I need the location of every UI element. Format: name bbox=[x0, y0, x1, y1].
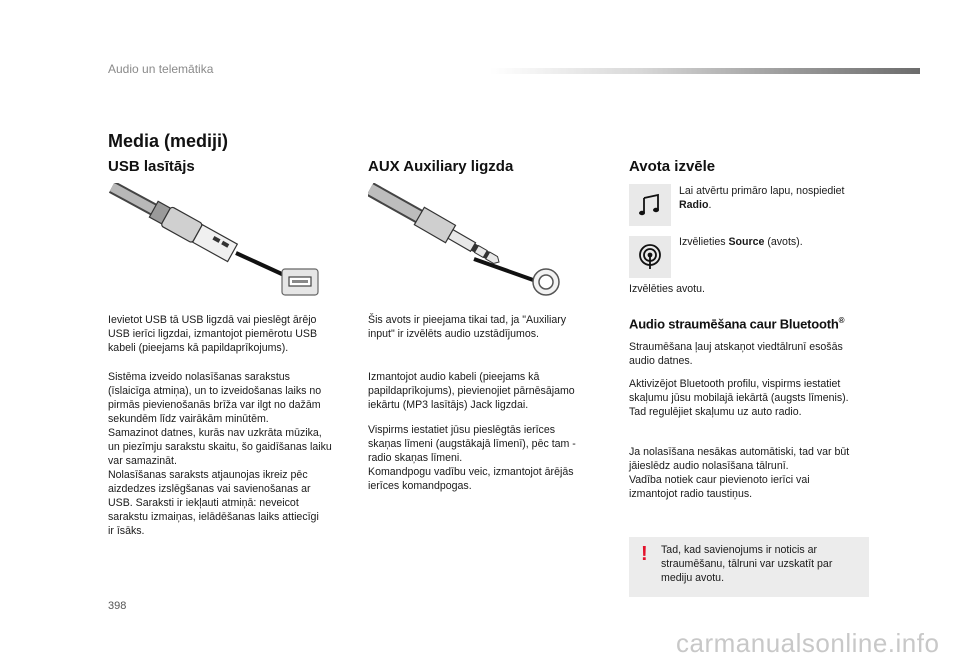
bluetooth-paragraph-3: Ja nolasīšana nesākas automātiski, tad var būt jāieslēdz audio nolasīšana tālrunī. Vadība notiek caur pievienoto ierīci vai izmantojot radio taustiņus. bbox=[629, 446, 850, 500]
source-step-1-text: Lai atvērtu primāro lapu, nospiediet bbox=[679, 185, 845, 197]
bluetooth-paragraph-2: Aktivizējot Bluetooth profilu, vispirms iestatiet skaļumu jūsu mobilajā iekārtā (augsts līmenis). Tad regulējiet skaļumu uz auto radio. bbox=[629, 378, 849, 418]
usb-paragraph-2: Sistēma izveido nolasīšanas sarakstus (īslaicīga atmiņa), un to izveidošanas laiks no pirmās pievienošanās brīža var ilgt no dažām sekundēm līdz vairākām minūtēm. Samazinot datnes, kurās nav uzkrāta mūzika, un piezīmju sarakstu skaitu, šo gaidīšanas laiku var samazināt. Nolasīšanas saraksts atjaunojas ikreiz pēc aizdedzes izslēgšanas vai savienošanas ar USB. Saraksti ir iekļauti atmiņā: neveicot sarakstu izmaiņas, ielādēšanas laiks attiecīgi ir īsāks. bbox=[108, 371, 332, 537]
aux-paragraph-2: Izmantojot audio kabeli (pieejams kā papildaprīkojums), pievienojiet pārnēsājamo iekārtu (MP3 lasītājs) Jack ligzdai. bbox=[368, 371, 575, 411]
warning-icon: ! bbox=[641, 543, 648, 565]
source-heading: Avota izvēle bbox=[629, 158, 716, 175]
radio-source-icon bbox=[629, 236, 671, 278]
aux-paragraph-3: Vispirms iestatiet jūsu pieslēgtās ierīces skaņas līmeni (augstākajā līmenī), pēc tam - radio skaņas līmeni. Komandpogu vadību veic, izmantojot ārējās ierīces komandpogas. bbox=[368, 424, 576, 492]
bluetooth-heading-sup: ® bbox=[838, 316, 845, 325]
music-note-icon bbox=[629, 184, 671, 226]
source-after: Izvēlēties avotu. bbox=[629, 283, 705, 295]
watermark: carmanualsonline.info bbox=[676, 628, 940, 658]
bluetooth-heading-text: Audio straumēšana caur Bluetooth bbox=[629, 316, 839, 332]
page-number: 398 bbox=[108, 600, 127, 612]
source-step-2-end: (avots). bbox=[764, 236, 803, 248]
note-text: Tad, kad savienojums ir noticis ar straumēšanu, tālruni var uzskatīt par mediju avotu. bbox=[661, 544, 833, 584]
aux-paragraph-1: Šis avots ir pieejama tikai tad, ja "Auxiliary input" ir izvēlēts audio uzstādījumos. bbox=[368, 314, 567, 340]
usb-paragraph-1: Ievietot USB tā USB ligzdā vai pieslēgt ārējo USB ierīci ligzdai, izmantojot piemērotu USB kabeli (pieejams kā papildaprīkojums). bbox=[108, 314, 318, 354]
aux-illustration bbox=[368, 183, 568, 299]
source-step-1-bold: Radio bbox=[679, 199, 709, 211]
source-step-1 bbox=[679, 184, 869, 212]
bluetooth-paragraph-1: Straumēšana ļauj atskaņot viedtālrunī esošās audio datnes. bbox=[629, 341, 843, 367]
usb-plug-icon bbox=[108, 183, 324, 299]
section-title: Media (mediji) bbox=[108, 131, 229, 151]
aux-heading: AUX Auxiliary ligzda bbox=[368, 158, 514, 175]
source-step-2-bold: Source bbox=[728, 236, 765, 248]
source-step-2 bbox=[679, 235, 869, 249]
header-title: Audio un telemātika bbox=[108, 62, 214, 76]
usb-heading: USB lasītājs bbox=[108, 158, 195, 175]
source-step-2-text: Izvēlieties bbox=[679, 236, 729, 248]
bluetooth-heading bbox=[629, 316, 844, 331]
header-bar bbox=[490, 68, 920, 74]
jack-plug-icon bbox=[368, 183, 568, 299]
usb-illustration bbox=[108, 183, 324, 299]
source-step-1-end: . bbox=[708, 199, 712, 211]
